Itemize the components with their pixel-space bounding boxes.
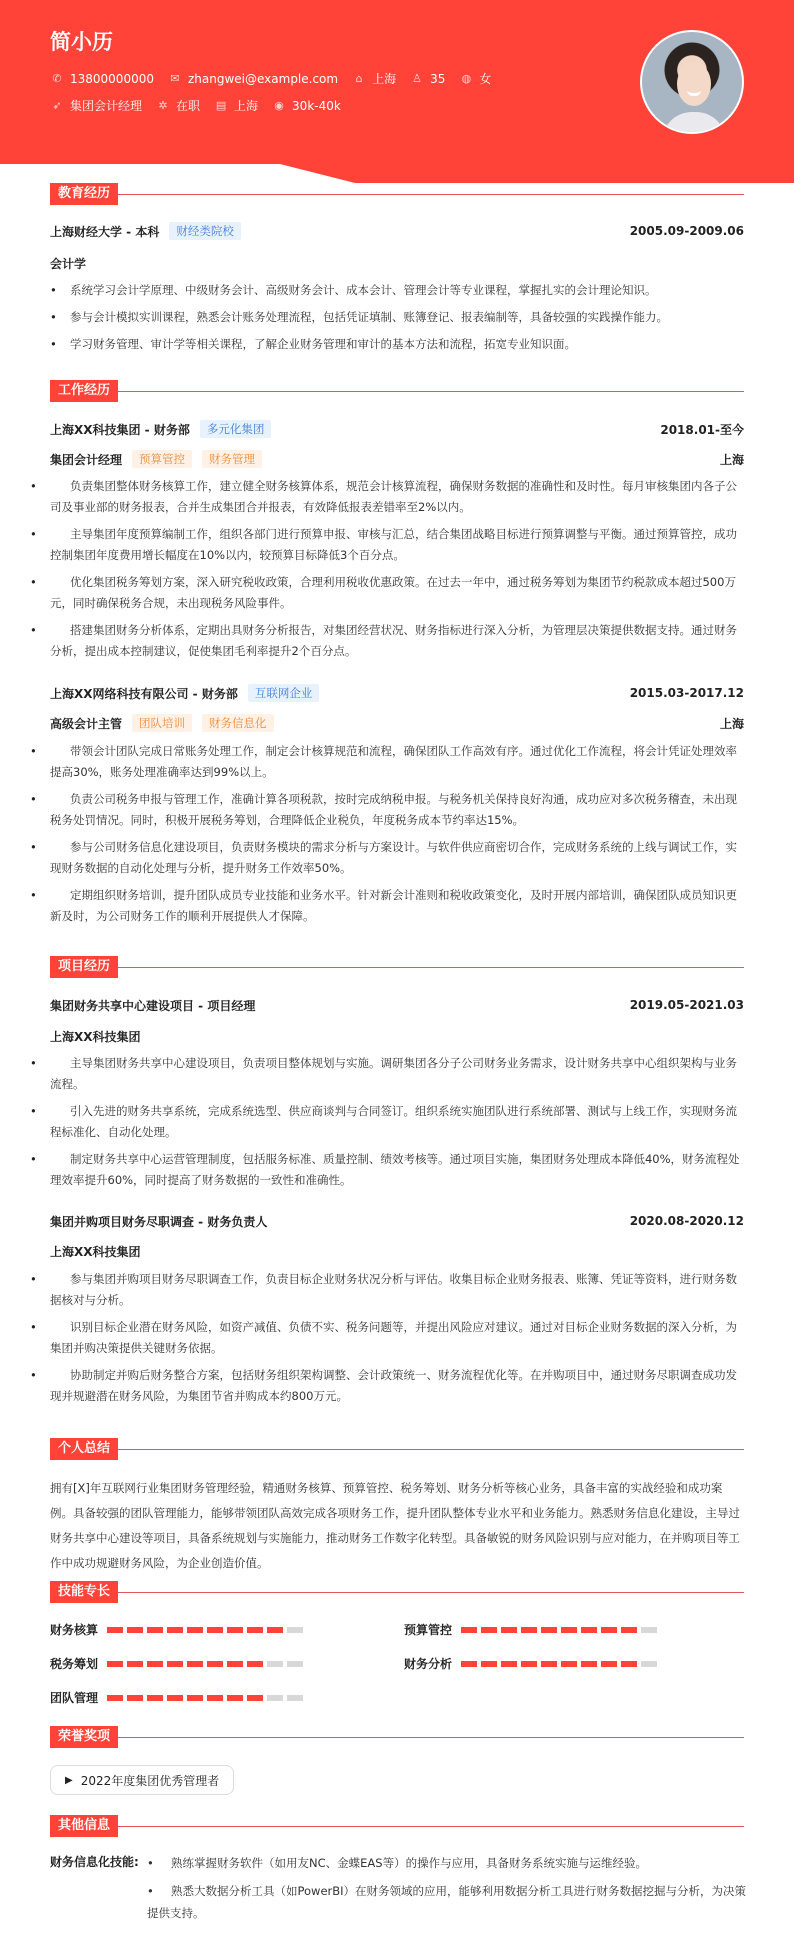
skill-bar-segment xyxy=(481,1627,497,1633)
skill-bar-segment xyxy=(187,1661,203,1667)
section-awards: 荣誉奖项 xyxy=(50,1726,744,1748)
list-item: • 优化集团税务筹划方案，深入研究税收政策，合理利用税收优惠政策。在过去一年中，通过税务筹划为集团节约税款成本超过500万元，同时确保税务合规，未出现税务风险事件。 xyxy=(50,572,744,614)
project-name: 集团财务共享中心建设项目 - 项目经理 xyxy=(50,998,256,1013)
skill-bar-segment xyxy=(127,1661,143,1667)
skill-tag: 团队培训 xyxy=(132,714,192,732)
list-item: • 带领会计团队完成日常账务处理工作，制定会计核算规范和流程，确保团队工作高效有序。通过优化工作流程，将会计凭证处理效率提高30%，账务处理准确率达到99%以上。 xyxy=(50,741,744,783)
skill-bar-segment xyxy=(287,1627,303,1633)
skill-bar-segment xyxy=(147,1661,163,1667)
contact-row xyxy=(50,70,505,87)
work-date: 2015.03-2017.12 xyxy=(629,686,744,700)
skill-bar-segment xyxy=(581,1661,597,1667)
skill-level-bar xyxy=(107,1627,307,1633)
skill-bar-segment xyxy=(461,1661,477,1667)
contact-gender: ◍ 女 xyxy=(459,70,491,87)
list-item: • 负责公司税务申报与管理工作，准确计算各项税款，按时完成纳税申报。与税务机关保持良好沟通，成功应对多次税务稽查，未出现税务处罚情况。同时，积极开展税务筹划，合理降低企业税负，年度税务成本节约率达15%。 xyxy=(50,789,744,831)
school-name: 上海财经大学 - 本科 xyxy=(50,224,160,239)
section-projects: 项目经历 xyxy=(50,956,744,978)
skill-bar-segment xyxy=(187,1627,203,1633)
education-date: 2005.09-2009.06 xyxy=(629,224,744,238)
list-item: • 引入先进的财务共享系统，完成系统选型、供应商谈判与合同签订。组织系统实施团队进行系统部署、测试与上线工作，实现财务流程标准化、自动化处理。 xyxy=(50,1101,744,1143)
contact-home: ⌂ 上海 xyxy=(352,70,396,87)
list-item: • 熟悉大数据分析工具（如PowerBI）在财务领域的应用，能够利用数据分析工具进行财务数据挖掘与分析，为决策提供支持。 xyxy=(147,1880,747,1924)
section-work: 工作经历 xyxy=(50,380,744,402)
job-position: 集团会计经理 xyxy=(50,452,123,467)
skill-bar-segment xyxy=(521,1627,537,1633)
skill-tag: 财务信息化 xyxy=(202,714,274,732)
list-item: • 搭建集团财务分析体系，定期出具财务分析报告，对集团经营状况、财务指标进行深入分析，为管理层决策提供数据支持。通过财务分析，提出成本控制建议，促使集团毛利率提升2个百分点。 xyxy=(50,620,744,662)
work-company-row xyxy=(50,419,744,439)
skill-bar-segment xyxy=(541,1627,557,1633)
gender-icon: ◍ xyxy=(461,72,472,85)
company-tag: 多元化集团 xyxy=(200,420,272,438)
skill-item: 预算管控 xyxy=(404,1621,661,1638)
list-item: • 熟练掌握财务软件（如用友NC、金蝶EAS等）的操作与应用，具备财务系统实施与运维经验。 xyxy=(147,1852,747,1874)
phone-icon: ✆ xyxy=(52,72,62,85)
salary-icon: ◉ xyxy=(274,99,284,112)
candidate-name: 简小历 xyxy=(50,30,113,54)
skill-item: 财务分析 xyxy=(404,1655,661,1672)
list-item: • 参与公司财务信息化建设项目，负责财务模块的需求分析与方案设计。与软件供应商密切合作，完成财务系统的上线与调试工作，实现财务数据的自动化处理与分析，提升财务工作效率50%。 xyxy=(50,837,744,879)
skill-bar-segment xyxy=(641,1627,657,1633)
skill-bar-segment xyxy=(541,1661,557,1667)
skill-item: 税务筹划 xyxy=(50,1655,307,1672)
work-bullets xyxy=(50,741,744,933)
send-icon: ➶ xyxy=(52,99,62,112)
project-org-row xyxy=(50,1026,744,1046)
work-title-row xyxy=(50,713,744,733)
job-intent-row xyxy=(50,97,355,114)
company-name: 上海XX科技集团 - 财务部 xyxy=(50,422,190,437)
skill-bar-segment xyxy=(227,1627,243,1633)
list-item: • 定期组织财务培训，提升团队成员专业技能和业务水平。针对新会计准则和税收政策变化，及时开展内部培训，确保团队成员知识更新及时，为公司财务工作的顺利开展提供人才保障。 xyxy=(50,885,744,927)
job-position: 高级会计主管 xyxy=(50,716,123,731)
skill-bar-segment xyxy=(207,1695,223,1701)
skill-bar-segment xyxy=(227,1695,243,1701)
skill-bar-segment xyxy=(267,1627,283,1633)
skill-bar-segment xyxy=(127,1627,143,1633)
skill-bar-segment xyxy=(167,1627,183,1633)
mail-icon: ✉ xyxy=(170,72,180,85)
skill-bar-segment xyxy=(227,1661,243,1667)
skill-bar-segment xyxy=(247,1695,263,1701)
other-info-label: 财务信息化技能: xyxy=(50,1855,139,1869)
skill-bar-segment xyxy=(287,1695,303,1701)
skill-bar-segment xyxy=(207,1627,223,1633)
list-item: • 识别目标企业潜在财务风险，如资产减值、负债不实、税务问题等，并提出风险应对建议。通过对目标企业财务数据的深入分析，为集团并购决策提供关键财务依据。 xyxy=(50,1317,744,1359)
work-bullets xyxy=(50,476,744,668)
skill-bar-segment xyxy=(287,1661,303,1667)
skill-bar-segment xyxy=(127,1695,143,1701)
project-date: 2019.05-2021.03 xyxy=(629,998,744,1012)
project-org-row xyxy=(50,1241,744,1261)
job-title: ➶ 集团会计经理 xyxy=(50,97,142,114)
contact-phone: ✆ 13800000000 xyxy=(50,72,154,86)
project-header xyxy=(50,1211,744,1231)
skill-bar-segment xyxy=(107,1661,123,1667)
project-bullets xyxy=(50,1053,744,1197)
skill-bar-segment xyxy=(267,1695,283,1701)
school-tag: 财经类院校 xyxy=(169,222,241,240)
skill-bar-segment xyxy=(521,1661,537,1667)
skill-bar-segment xyxy=(601,1627,617,1633)
skill-bar-segment xyxy=(107,1695,123,1701)
company-tag: 互联网企业 xyxy=(248,684,320,702)
avatar xyxy=(640,30,744,134)
contact-email: ✉ zhangwei@example.com xyxy=(168,72,338,86)
work-location: 上海 xyxy=(719,452,744,467)
work-company-row xyxy=(50,683,744,703)
skill-bar-segment xyxy=(641,1661,657,1667)
section-skills: 技能专长 xyxy=(50,1581,744,1603)
skill-tag: 财务管理 xyxy=(202,450,262,468)
home-icon: ⌂ xyxy=(355,72,363,85)
job-status: ✲ 在职 xyxy=(156,97,200,114)
section-other: 其他信息 xyxy=(50,1815,744,1837)
work-title-row xyxy=(50,449,744,469)
project-name: 集团并购项目财务尽职调查 - 财务负责人 xyxy=(50,1214,268,1229)
skill-bar-segment xyxy=(501,1661,517,1667)
education-header xyxy=(50,221,744,241)
list-item: • 制定财务共享中心运营管理制度，包括服务标准、质量控制、绩效考核等。通过项目实施，集团财务处理成本降低40%，财务流程处理效率提升60%，同时提高了财务数据的一致性和准确性。 xyxy=(50,1149,744,1191)
section-summary: 个人总结 xyxy=(50,1438,744,1460)
skill-bar-segment xyxy=(167,1695,183,1701)
list-item: • 学习财务管理、审计学等相关课程，了解企业财务管理和审计的基本方法和流程，拓宽专业知识面。 xyxy=(50,334,744,355)
skill-bar-segment xyxy=(581,1627,597,1633)
skill-bar-segment xyxy=(147,1695,163,1701)
job-salary: ◉ 30k-40k xyxy=(272,99,341,113)
list-item: • 参与集团并购项目财务尽职调查工作，负责目标企业财务状况分析与评估。收集目标企业财务报表、账簿、凭证等资料，进行财务数据核对与分析。 xyxy=(50,1269,744,1311)
skill-bar-segment xyxy=(267,1661,283,1667)
triangle-right-icon: ▶ xyxy=(65,1774,73,1786)
skill-level-bar xyxy=(107,1661,307,1667)
list-item: • 参与会计模拟实训课程，熟悉会计账务处理流程，包括凭证填制、账簿登记、报表编制等，具备较强的实践操作能力。 xyxy=(50,307,744,328)
skill-bar-segment xyxy=(601,1661,617,1667)
project-header xyxy=(50,995,744,1015)
skill-bar-segment xyxy=(621,1661,637,1667)
skill-bar-segment xyxy=(621,1627,637,1633)
skill-level-bar xyxy=(107,1695,307,1701)
project-date: 2020.08-2020.12 xyxy=(629,1214,744,1228)
other-info-list xyxy=(147,1852,747,1930)
skill-bar-segment xyxy=(481,1661,497,1667)
work-location: 上海 xyxy=(719,716,744,731)
skill-bar-segment xyxy=(247,1661,263,1667)
list-item: • 协助制定并购后财务整合方案，包括财务组织架构调整、会计政策统一、财务流程优化等。在并购项目中，通过财务尽职调查成功发现并规避潜在财务风险，为集团节省并购成本约800万元。 xyxy=(50,1365,744,1407)
section-education: 教育经历 xyxy=(50,183,744,205)
skill-bar-segment xyxy=(147,1627,163,1633)
summary-text: 拥有[X]年互联网行业集团财务管理经验，精通财务核算、预算管控、税务筹划、财务分析等核心业务，具备丰富的实战经验和成功案例。具备较强的团队管理能力，能够带领团队高效完成各项财务工作，提升团队整体专业水平和业务能力。熟悉财务信息化建设，主导过财务共享中心建设等项目，具备系统规划与实施能力，推动财务工作数字化转型。具备敏锐的财务风险识别与应对能力，在并购项目等工作中成功规避财务风险，为企业创造价值。 xyxy=(50,1481,740,1570)
skill-bar-segment xyxy=(207,1661,223,1667)
skill-item: 财务核算 xyxy=(50,1621,307,1638)
skill-item: 团队管理 xyxy=(50,1689,307,1706)
work-date: 2018.01-至今 xyxy=(660,422,744,437)
project-bullets xyxy=(50,1269,744,1413)
skill-bar-segment xyxy=(561,1627,577,1633)
skill-level-bar xyxy=(461,1661,661,1667)
education-major-row xyxy=(50,253,744,273)
award-item[interactable]: ▶ 2022年度集团优秀管理者 xyxy=(50,1765,234,1795)
project-org: 上海XX科技集团 xyxy=(50,1029,141,1044)
skill-bar-segment xyxy=(187,1695,203,1701)
skill-bar-segment xyxy=(561,1661,577,1667)
skill-level-bar xyxy=(461,1627,661,1633)
list-item: • 主导集团年度预算编制工作，组织各部门进行预算申报、审核与汇总，结合集团战略目标进行预算调整与平衡。通过预算管控，成功控制集团年度费用增长幅度在10%以内，较预算目标降低3个百分点。 xyxy=(50,524,744,566)
skill-bar-segment xyxy=(107,1627,123,1633)
skill-bar-segment xyxy=(247,1627,263,1633)
list-item: • 主导集团财务共享中心建设项目，负责项目整体规划与实施。调研集团各分子公司财务业务需求，设计财务共享中心组织架构与业务流程。 xyxy=(50,1053,744,1095)
skill-bar-segment xyxy=(501,1627,517,1633)
skill-bar-segment xyxy=(461,1627,477,1633)
project-org: 上海XX科技集团 xyxy=(50,1244,141,1259)
major: 会计学 xyxy=(50,256,87,271)
list-item: • 负责集团整体财务核算工作，建立健全财务核算体系，规范会计核算流程，确保财务数据的准确性和及时性。每月审核集团内各子公司及事业部的财务报表，合并生成集团合并报表，有效降低报表差错率至2%以内。 xyxy=(50,476,744,518)
contact-age: ♙ 35 xyxy=(410,72,445,86)
company-name: 上海XX网络科技有限公司 - 财务部 xyxy=(50,686,238,701)
age-icon: ♙ xyxy=(412,72,423,85)
job-city: ▤ 上海 xyxy=(215,99,259,113)
building-icon: ▤ xyxy=(215,99,227,112)
skill-bar-segment xyxy=(167,1661,183,1667)
education-bullets xyxy=(50,280,744,361)
status-icon: ✲ xyxy=(158,99,168,112)
list-item: • 系统学习会计学原理、中级财务会计、高级财务会计、成本会计、管理会计等专业课程，掌握扎实的会计理论知识。 xyxy=(50,280,744,301)
skill-tag: 预算管控 xyxy=(132,450,192,468)
